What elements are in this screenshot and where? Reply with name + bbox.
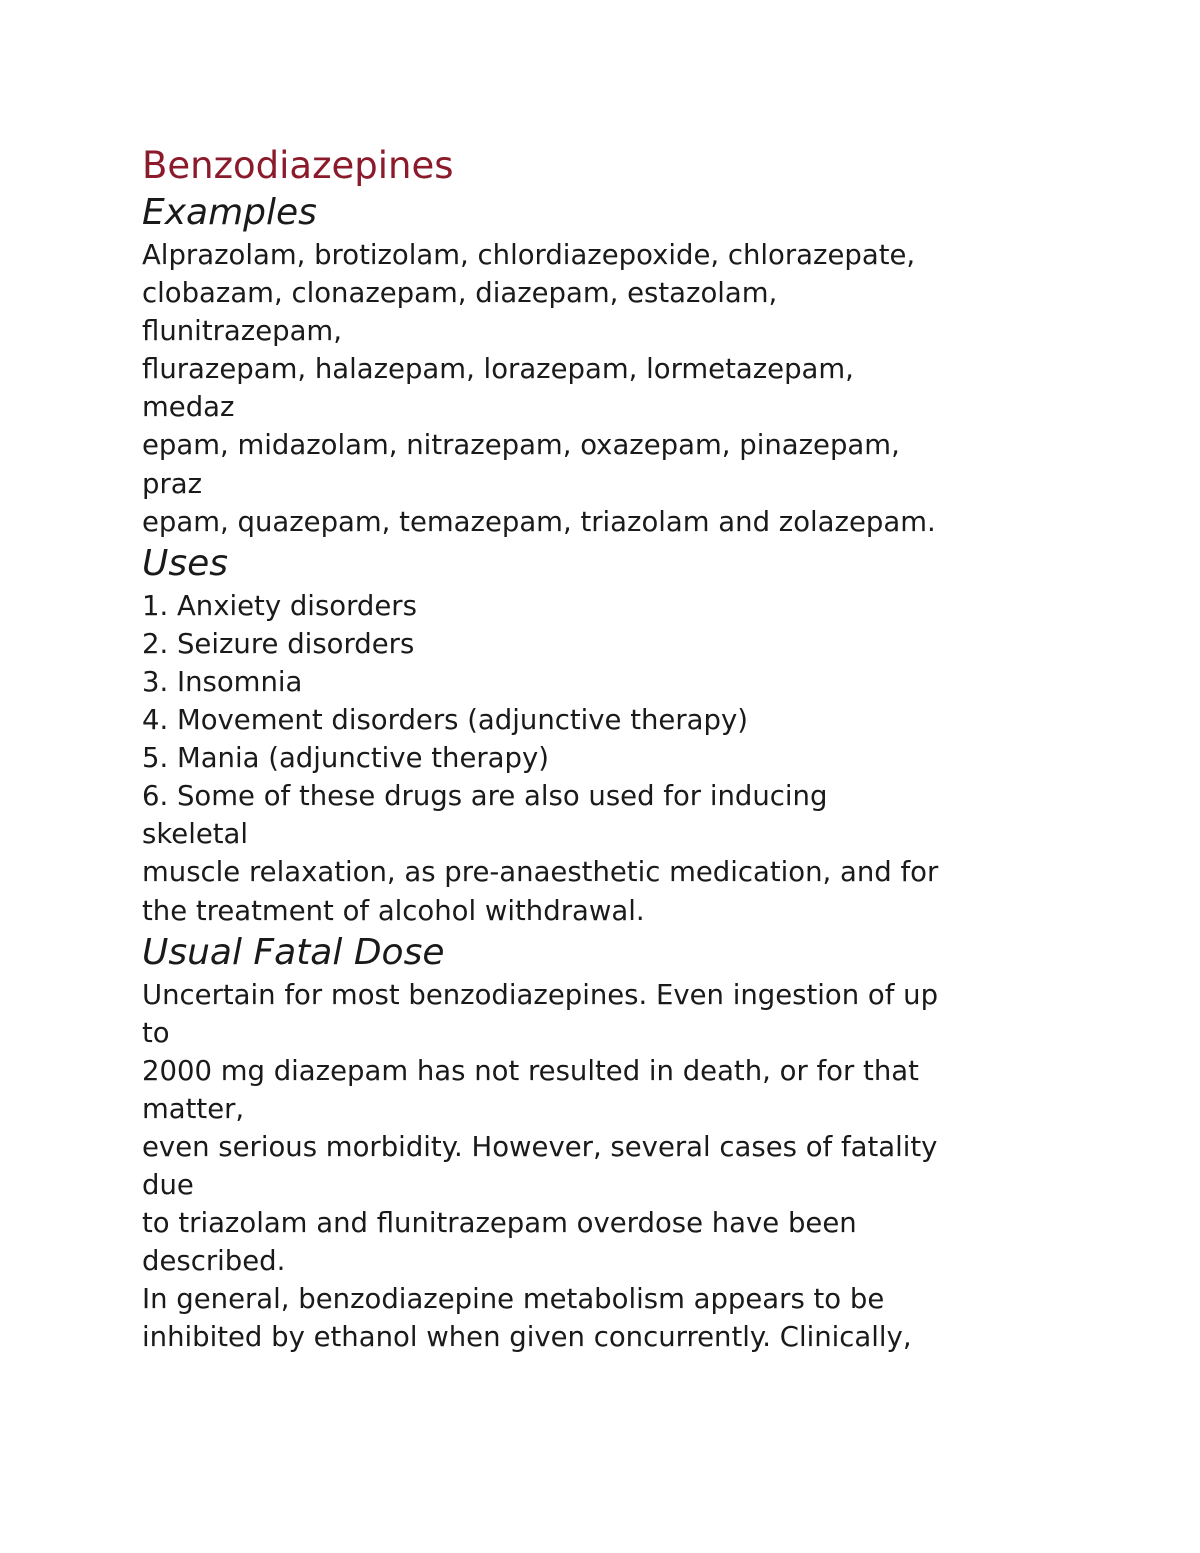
document-page bbox=[142, 142, 1102, 1357]
text-line: inhibited by ethanol when given concurrently. Clinically, bbox=[142, 1321, 912, 1354]
text-line: described. bbox=[142, 1245, 286, 1278]
section-heading-examples: Examples bbox=[142, 192, 317, 233]
text-line: medaz bbox=[142, 391, 235, 424]
text-line: to triazolam and flunitrazepam overdose have been bbox=[142, 1207, 857, 1240]
text-line: due bbox=[142, 1169, 194, 1202]
section-heading-uses: Uses bbox=[142, 542, 229, 584]
text-line: even serious morbidity. However, several cases of fatality bbox=[142, 1130, 938, 1163]
section-examples bbox=[142, 190, 1102, 541]
text-line: the treatment of alcohol withdrawal. bbox=[142, 894, 645, 927]
text-line: matter, bbox=[142, 1092, 245, 1125]
section-usual-fatal-dose bbox=[142, 930, 1102, 1357]
section-uses bbox=[142, 541, 1102, 930]
text-line: skeletal bbox=[142, 818, 249, 851]
text-line: epam, quazepam, temazepam, triazolam and zolazepam. bbox=[142, 505, 936, 538]
text-line: 1. Anxiety disorders bbox=[142, 589, 417, 622]
text-line: 2. Seizure disorders bbox=[142, 627, 415, 660]
text-line: praz bbox=[142, 467, 203, 500]
text-line: Uncertain for most benzodiazepines. Even ingestion of up bbox=[142, 978, 939, 1011]
text-line: Alprazolam, brotizolam, chlordiazepoxide, chlorazepate, bbox=[142, 239, 916, 271]
text-line: In general, benzodiazepine metabolism appears to be bbox=[142, 1283, 885, 1316]
text-line: 2000 mg diazepam has not resulted in death, or for that bbox=[142, 1054, 919, 1087]
text-line: 6. Some of these drugs are also used for inducing bbox=[142, 780, 828, 813]
text-line: muscle relaxation, as pre-anaesthetic medication, and for bbox=[142, 856, 939, 889]
text-line: epam, midazolam, nitrazepam, oxazepam, pinazepam, bbox=[142, 429, 900, 462]
text-line: 3. Insomnia bbox=[142, 665, 303, 698]
section-heading-usual-fatal-dose: Usual Fatal Dose bbox=[142, 931, 445, 973]
text-line: 5. Mania (adjunctive therapy) bbox=[142, 742, 549, 775]
text-line: 4. Movement disorders (adjunctive therapy) bbox=[142, 704, 748, 737]
text-line: flunitrazepam, bbox=[142, 315, 342, 348]
text-line: to bbox=[142, 1016, 170, 1049]
text-line: clobazam, clonazepam, diazepam, estazolam, bbox=[142, 277, 778, 310]
text-line: flurazepam, halazepam, lorazepam, lormetazepam, bbox=[142, 353, 854, 386]
document-title: Benzodiazepines bbox=[142, 144, 454, 187]
